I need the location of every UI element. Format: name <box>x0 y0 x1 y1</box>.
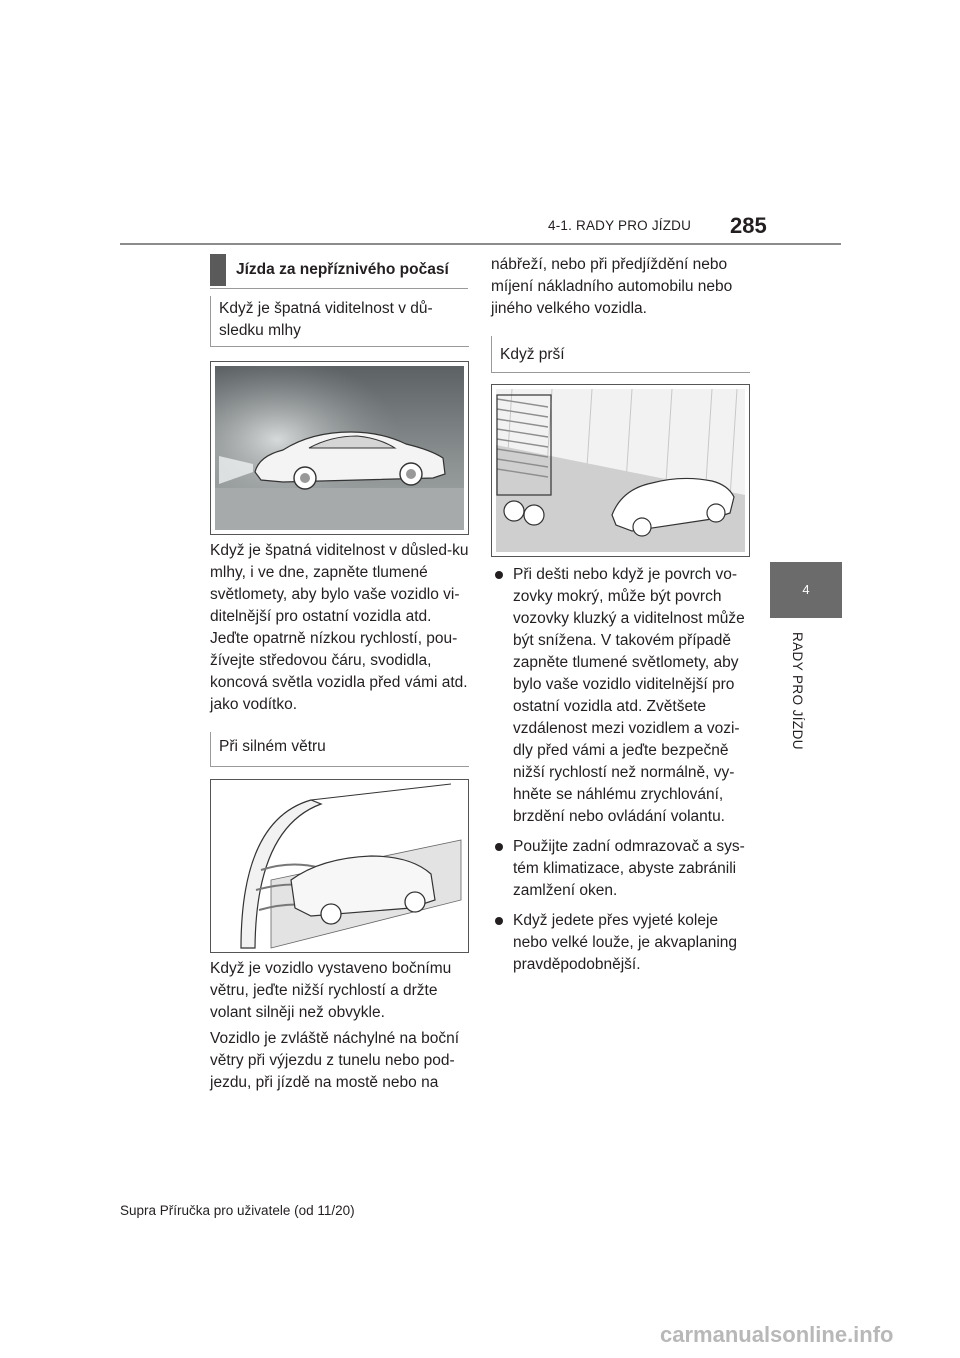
fog-figure <box>210 361 469 535</box>
wind-figure <box>210 779 469 953</box>
list-item <box>493 564 755 828</box>
wind-paragraph-2: Vozidlo je zvláště náchylné na boční větry při výjezdu z tunelu nebo pod-jezdu, při jízdě na mostě nebo na <box>210 1030 460 1091</box>
continuation-paragraph: nábřeží, nebo při předjíždění nebo míjení nákladního automobilu nebo jiného velkého vozidla. <box>491 256 733 317</box>
wind-heading-box <box>210 732 469 767</box>
footer-text: Supra Příručka pro uživatele (od 11/20) <box>120 1203 355 1218</box>
chapter-title: RADY PRO JÍZDU <box>790 632 805 750</box>
car-rain-illustration <box>492 385 749 556</box>
main-heading: Jízda za nepříznivého počasí <box>236 261 449 278</box>
main-heading-box <box>210 252 468 289</box>
bullet-text: Když jedete přes vyjeté koleje nebo velké louže, je akvaplaning pravděpodobnější. <box>513 912 738 973</box>
wind-paragraph-1: Když je vozidlo vystaveno bočnímu větru, jeďte nižší rychlostí a držte volant silněji než obvykle. <box>210 960 452 1021</box>
car-fog-illustration <box>211 362 468 534</box>
rain-bullet-list <box>493 564 755 984</box>
fog-heading-box <box>210 296 469 347</box>
list-item <box>493 836 755 902</box>
car-wind-illustration <box>211 780 468 952</box>
fog-heading: Když je špatná viditelnost v dů-sledku mlhy <box>219 300 433 339</box>
bullet-icon <box>495 571 503 579</box>
chapter-number: 4 <box>802 582 810 597</box>
chapter-tab <box>770 562 842 618</box>
bullet-icon <box>495 843 503 851</box>
rain-heading: Když prší <box>500 346 565 363</box>
heading-marker <box>210 254 226 286</box>
bullet-icon <box>495 917 503 925</box>
page-number: 285 <box>730 213 767 238</box>
wind-heading: Při silném větru <box>219 738 326 755</box>
fog-paragraph: Když je špatná viditelnost v důsled-ku mlhy, i ve dne, zapněte tlumené světlomety, aby bylo vaše vozidlo vi-ditelnější pro ostatní vozidla atd. Jeďte opatrně nízkou rychlostí, pou-žívejte středovou čáru, svodidla, koncová světla vozidla před vámi atd. jako vodítko. <box>210 542 469 713</box>
bullet-text: Při dešti nebo když je povrch vo-zovky mokrý, může být povrch vozovky kluzký a viditelnost může být snížena. V takovém případě zapněte tlumené světlomety, aby bylo vaše vozidlo viditelnější pro ostatní vozidla atd. Zvětšete vzdálenost mezi vozidlem a vozi-dly před vámi a jeďte bezpečně nižší rychlostí než normálně, vy-hněte se náhlému zrychlování, brzdění nebo ovládání volantu. <box>513 566 745 825</box>
watermark: carmanualsonline.info <box>660 1322 894 1347</box>
bullet-text: Použijte zadní odmrazovač a sys-tém klimatizace, abyste zabránili zamlžení oken. <box>513 838 745 899</box>
rain-heading-box <box>491 336 750 373</box>
list-item <box>493 910 755 976</box>
rain-figure <box>491 384 750 557</box>
header-rule <box>120 243 841 245</box>
section-title: 4-1. RADY PRO JÍZDU <box>548 218 692 233</box>
